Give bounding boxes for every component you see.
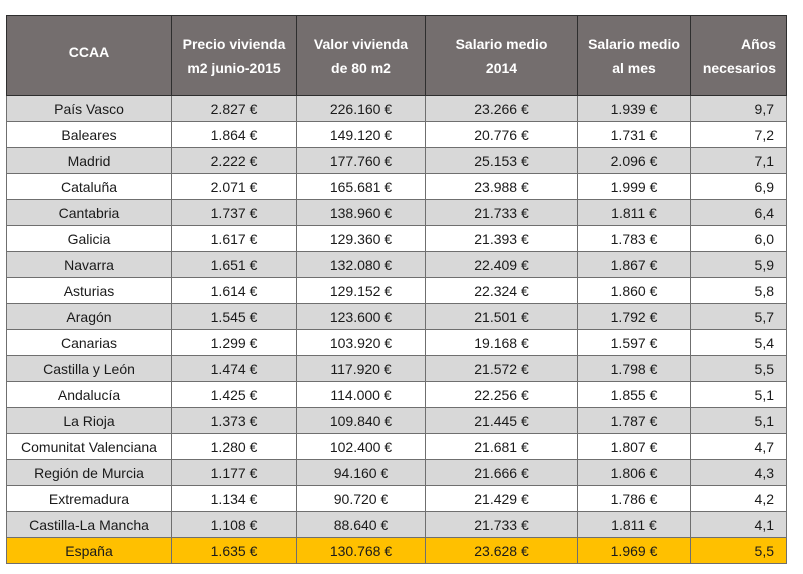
cell-salario-mes: 1.999 €: [578, 174, 691, 200]
cell-region: Canarias: [7, 330, 172, 356]
cell-salario-anual: 21.733 €: [426, 512, 578, 538]
cell-precio-m2: 1.373 €: [172, 408, 297, 434]
header-salario-mes: [578, 16, 691, 96]
cell-region: Cantabria: [7, 200, 172, 226]
cell-salario-mes: 1.807 €: [578, 434, 691, 460]
cell-anos: 6,4: [691, 200, 787, 226]
cell-anos: 5,5: [691, 356, 787, 382]
cell-salario-anual: 23.628 €: [426, 538, 578, 564]
header-valor-vivienda: [297, 16, 426, 96]
cell-anos: 4,7: [691, 434, 787, 460]
cell-region: Castilla-La Mancha: [7, 512, 172, 538]
cell-valor-vivienda: 94.160 €: [297, 460, 426, 486]
cell-precio-m2: 1.280 €: [172, 434, 297, 460]
cell-salario-mes: 2.096 €: [578, 148, 691, 174]
cell-valor-vivienda: 129.360 €: [297, 226, 426, 252]
table-row: [7, 122, 787, 148]
cell-valor-vivienda: 165.681 €: [297, 174, 426, 200]
cell-salario-mes: 1.860 €: [578, 278, 691, 304]
cell-anos: 5,1: [691, 408, 787, 434]
cell-valor-vivienda: 109.840 €: [297, 408, 426, 434]
cell-salario-anual: 21.501 €: [426, 304, 578, 330]
cell-anos: 7,2: [691, 122, 787, 148]
table-row: [7, 96, 787, 122]
cell-valor-vivienda: 129.152 €: [297, 278, 426, 304]
cell-region: Cataluña: [7, 174, 172, 200]
cell-region: Comunitat Valenciana: [7, 434, 172, 460]
table-row: [7, 304, 787, 330]
header-line: Precio vivienda: [182, 35, 286, 52]
cell-salario-mes: 1.792 €: [578, 304, 691, 330]
header-line: necesarios: [702, 59, 776, 76]
cell-precio-m2: 1.864 €: [172, 122, 297, 148]
cell-salario-anual: 21.733 €: [426, 200, 578, 226]
cell-salario-anual: 21.393 €: [426, 226, 578, 252]
cell-precio-m2: 1.425 €: [172, 382, 297, 408]
cell-salario-mes: 1.811 €: [578, 200, 691, 226]
cell-salario-mes: 1.787 €: [578, 408, 691, 434]
cell-anos: 6,0: [691, 226, 787, 252]
table-row: [7, 174, 787, 200]
cell-valor-vivienda: 138.960 €: [297, 200, 426, 226]
cell-salario-anual: 22.256 €: [426, 382, 578, 408]
header-line: CCAA: [68, 44, 110, 60]
cell-anos: 5,5: [691, 538, 787, 564]
cell-salario-mes: 1.855 €: [578, 382, 691, 408]
header-line: m2 junio-2015: [187, 59, 281, 76]
table-row: [7, 252, 787, 278]
table-container: [6, 15, 787, 564]
cell-salario-anual: 25.153 €: [426, 148, 578, 174]
cell-precio-m2: 1.177 €: [172, 460, 297, 486]
cell-valor-vivienda: 123.600 €: [297, 304, 426, 330]
header-row: [7, 16, 787, 96]
table-row: [7, 408, 787, 434]
cell-valor-vivienda: 90.720 €: [297, 486, 426, 512]
cell-salario-mes: 1.783 €: [578, 226, 691, 252]
cell-region: Castilla y León: [7, 356, 172, 382]
cell-salario-anual: 21.666 €: [426, 460, 578, 486]
table-row: [7, 226, 787, 252]
cell-valor-vivienda: 132.080 €: [297, 252, 426, 278]
cell-valor-vivienda: 114.000 €: [297, 382, 426, 408]
cell-region: España: [7, 538, 172, 564]
header-line: Salario medio: [455, 35, 548, 52]
cell-region: Navarra: [7, 252, 172, 278]
cell-salario-anual: 22.409 €: [426, 252, 578, 278]
cell-anos: 5,1: [691, 382, 787, 408]
cell-precio-m2: 1.737 €: [172, 200, 297, 226]
cell-precio-m2: 1.635 €: [172, 538, 297, 564]
cell-anos: 6,9: [691, 174, 787, 200]
header-salario-anual: [426, 16, 578, 96]
table-row: [7, 512, 787, 538]
header-line: Valor vivienda: [313, 35, 409, 52]
cell-precio-m2: 2.222 €: [172, 148, 297, 174]
cell-region: Región de Murcia: [7, 460, 172, 486]
cell-salario-mes: 1.969 €: [578, 538, 691, 564]
table-row: [7, 382, 787, 408]
table-row: [7, 460, 787, 486]
cell-anos: 5,4: [691, 330, 787, 356]
header-line: al mes: [612, 59, 656, 76]
cell-salario-anual: 23.266 €: [426, 96, 578, 122]
header-ccaa: [7, 16, 172, 96]
cell-precio-m2: 1.474 €: [172, 356, 297, 382]
total-row: [7, 538, 787, 564]
cell-region: Asturias: [7, 278, 172, 304]
cell-valor-vivienda: 226.160 €: [297, 96, 426, 122]
cell-anos: 5,8: [691, 278, 787, 304]
table-row: [7, 434, 787, 460]
header-anos: [691, 16, 787, 96]
cell-precio-m2: 1.134 €: [172, 486, 297, 512]
cell-region: País Vasco: [7, 96, 172, 122]
cell-precio-m2: 2.071 €: [172, 174, 297, 200]
cell-region: Extremadura: [7, 486, 172, 512]
cell-salario-anual: 21.572 €: [426, 356, 578, 382]
table-row: [7, 330, 787, 356]
cell-valor-vivienda: 88.640 €: [297, 512, 426, 538]
cell-anos: 4,1: [691, 512, 787, 538]
cell-precio-m2: 1.108 €: [172, 512, 297, 538]
cell-region: Aragón: [7, 304, 172, 330]
cell-precio-m2: 1.614 €: [172, 278, 297, 304]
table-row: [7, 278, 787, 304]
cell-region: Baleares: [7, 122, 172, 148]
table-body: [7, 96, 787, 564]
cell-salario-anual: 20.776 €: [426, 122, 578, 148]
table-row: [7, 356, 787, 382]
cell-salario-anual: 21.681 €: [426, 434, 578, 460]
cell-precio-m2: 1.299 €: [172, 330, 297, 356]
cell-anos: 4,3: [691, 460, 787, 486]
cell-salario-mes: 1.811 €: [578, 512, 691, 538]
cell-precio-m2: 1.617 €: [172, 226, 297, 252]
header-line: Salario medio: [588, 35, 680, 52]
cell-valor-vivienda: 117.920 €: [297, 356, 426, 382]
header-line: 2014: [485, 59, 518, 76]
cell-salario-anual: 21.429 €: [426, 486, 578, 512]
header-precio-m2: [172, 16, 297, 96]
cell-anos: 5,9: [691, 252, 787, 278]
cell-valor-vivienda: 149.120 €: [297, 122, 426, 148]
cell-anos: 7,1: [691, 148, 787, 174]
cell-salario-anual: 23.988 €: [426, 174, 578, 200]
cell-salario-mes: 1.939 €: [578, 96, 691, 122]
cell-salario-mes: 1.806 €: [578, 460, 691, 486]
cell-valor-vivienda: 102.400 €: [297, 434, 426, 460]
table-row: [7, 200, 787, 226]
table-row: [7, 148, 787, 174]
cell-salario-mes: 1.731 €: [578, 122, 691, 148]
cell-valor-vivienda: 177.760 €: [297, 148, 426, 174]
header-line: Años: [741, 35, 776, 52]
cell-region: Madrid: [7, 148, 172, 174]
cell-valor-vivienda: 103.920 €: [297, 330, 426, 356]
table-row: [7, 486, 787, 512]
cell-salario-mes: 1.798 €: [578, 356, 691, 382]
header-line: de 80 m2: [331, 59, 391, 76]
cell-precio-m2: 1.651 €: [172, 252, 297, 278]
cell-salario-mes: 1.597 €: [578, 330, 691, 356]
cell-region: Andalucía: [7, 382, 172, 408]
cell-precio-m2: 2.827 €: [172, 96, 297, 122]
cell-salario-anual: 19.168 €: [426, 330, 578, 356]
cell-valor-vivienda: 130.768 €: [297, 538, 426, 564]
cell-region: Galicia: [7, 226, 172, 252]
cell-anos: 4,2: [691, 486, 787, 512]
cell-salario-anual: 21.445 €: [426, 408, 578, 434]
cell-salario-mes: 1.867 €: [578, 252, 691, 278]
cell-anos: 9,7: [691, 96, 787, 122]
cell-salario-mes: 1.786 €: [578, 486, 691, 512]
cell-precio-m2: 1.545 €: [172, 304, 297, 330]
cell-anos: 5,7: [691, 304, 787, 330]
housing-affordability-table: [6, 15, 787, 564]
cell-region: La Rioja: [7, 408, 172, 434]
table-header: [7, 16, 787, 96]
cell-salario-anual: 22.324 €: [426, 278, 578, 304]
